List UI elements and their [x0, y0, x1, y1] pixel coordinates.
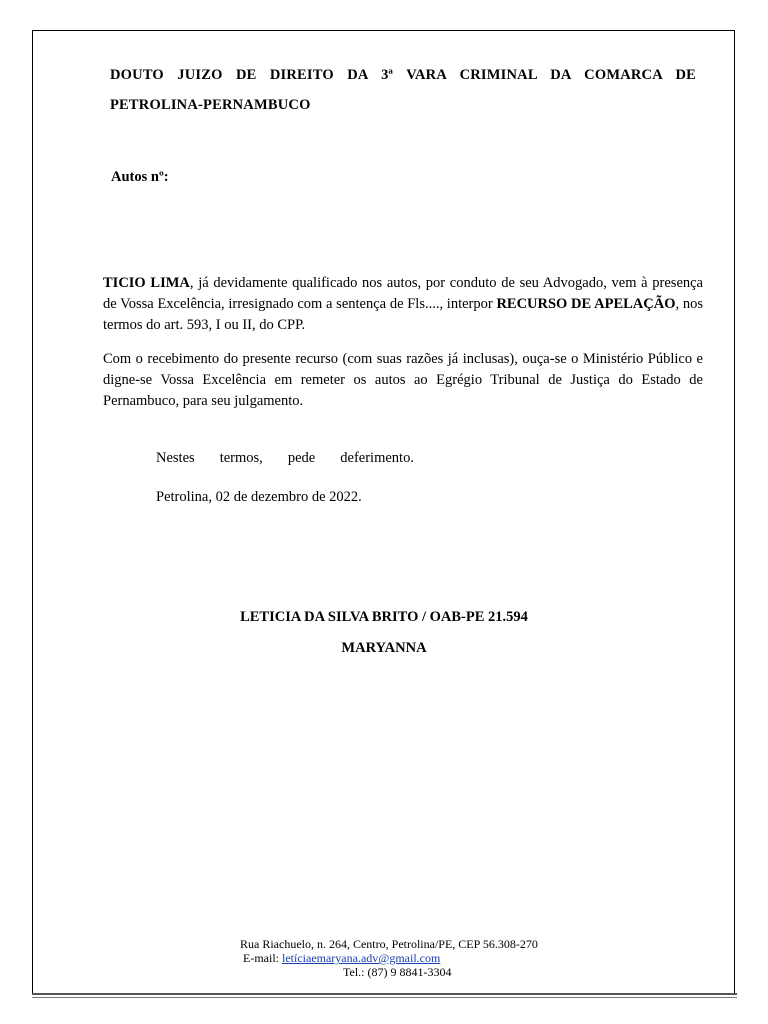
appeal-text-a: , já devidamente qualificado nos autos, por conduto de seu Advogado, vem à presença de Vossa Excelência, irresignado com a sentença de Fls...., interpor: [103, 275, 703, 312]
case-number-label: Autos nº:: [111, 169, 169, 185]
footer-phone: Tel.: (87) 9 8841-3304: [343, 965, 452, 979]
email-link[interactable]: letíciaemaryana.adv@gmail.com: [282, 951, 441, 965]
closing-formula: [156, 450, 414, 467]
closing-word: Nestes: [156, 450, 195, 466]
court-line-2: PETROLINA-PERNAMBUCO: [110, 97, 311, 113]
footer-email-line: [243, 951, 440, 965]
footer-rule-thin: [32, 997, 737, 998]
court-line-1: DOUTO JUIZO DE DIREITO DA 3ª VARA CRIMINAL DA COMARCA DE: [110, 67, 696, 83]
appeal-paragraph: [103, 273, 703, 336]
place-date: Petrolina, 02 de dezembro de 2022.: [156, 489, 362, 505]
email-label: E-mail:: [243, 951, 282, 965]
request-paragraph: Com o recebimento do presente recurso (com suas razões já inclusas), ouça-se o Ministério Público e digne-se Vossa Excelência em remeter os autos ao Egrégio Tribunal de Justiça do Estado de Pernambuco, para seu julgamento.: [103, 351, 703, 409]
closing-word: pede: [287, 450, 316, 466]
appeal-text-b: , nos termos do art. 593, I ou II, do CPP.: [103, 296, 703, 333]
party-name: TICIO LIMA: [103, 275, 190, 291]
court-header: [110, 60, 696, 120]
appeal-title: RECURSO DE APELAÇÃO: [496, 296, 676, 312]
signature-name: MARYANNA: [341, 640, 427, 656]
footer-address: Rua Riachuelo, n. 264, Centro, Petrolina/PE, CEP 56.308-270: [240, 937, 538, 951]
closing-word: deferimento.: [340, 450, 414, 466]
footer-rule: [32, 993, 737, 995]
closing-word: termos,: [219, 450, 263, 466]
signature-lawyer: LETICIA DA SILVA BRITO / OAB-PE 21.594: [240, 609, 528, 625]
